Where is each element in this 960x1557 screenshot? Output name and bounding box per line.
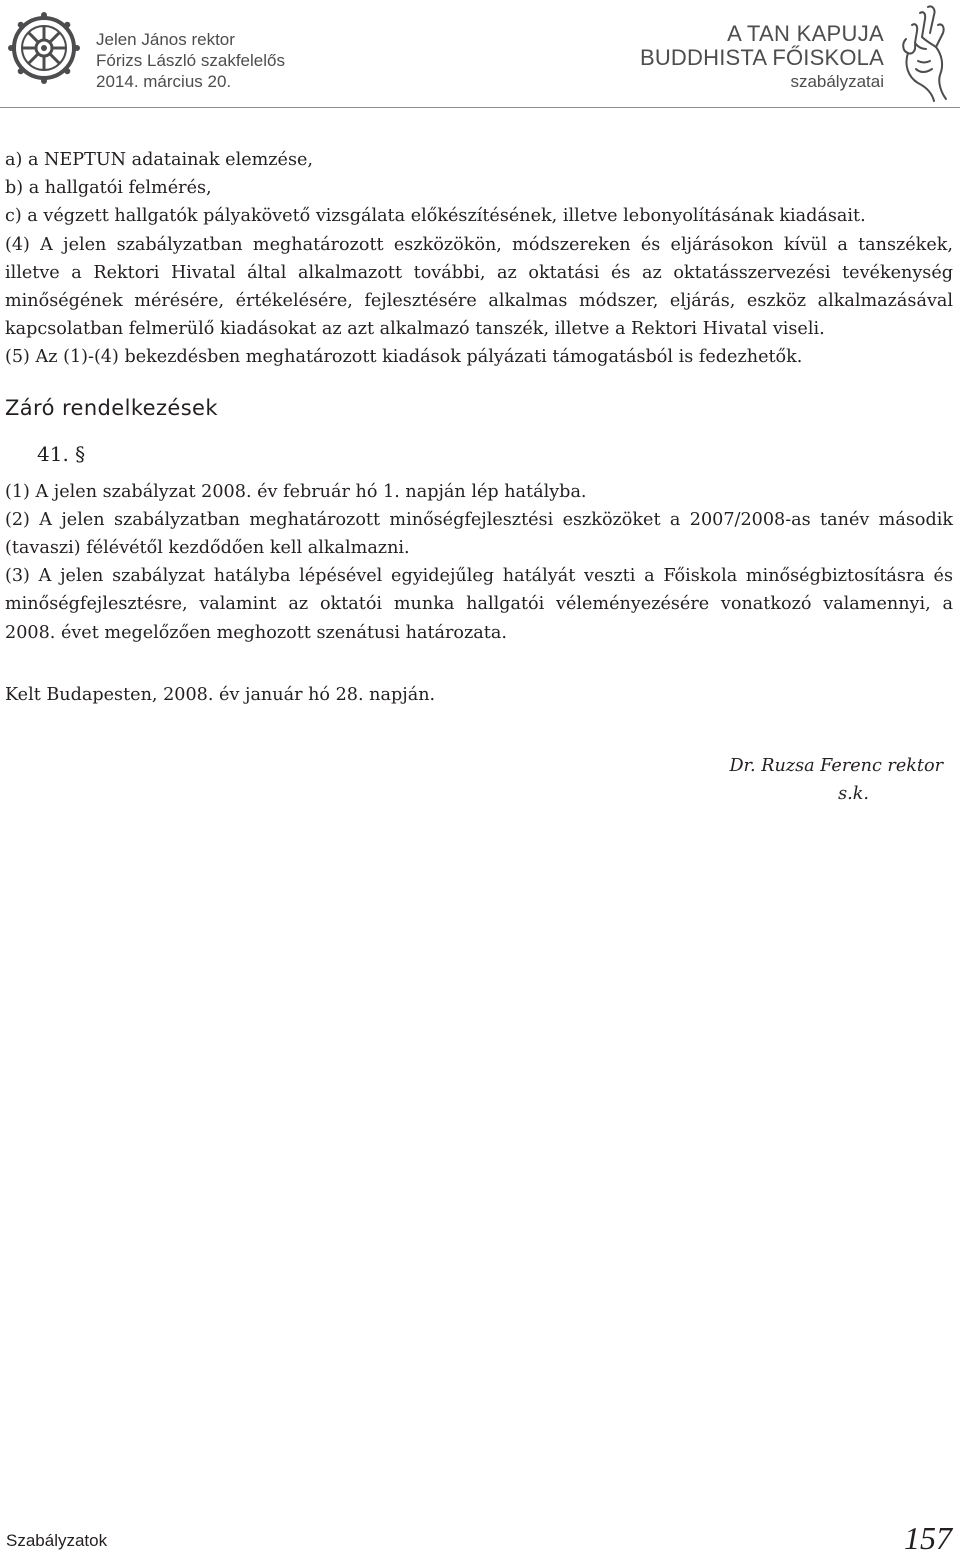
- footer-label: Szabályzatok: [6, 1531, 108, 1550]
- spacer: [5, 647, 953, 681]
- list-item-b: b) a hallgatói felmérés,: [5, 178, 212, 199]
- dharma-wheel-logo: [8, 12, 80, 84]
- page-body: [5, 146, 953, 808]
- final-provision-3: (3) A jelen szabályzat hatályba lépésével egyidejűleg hatályát veszti a Főiskola minőségbiztosításra és minőségfejlesztésre, valamint az oktatói munka hallgatói véleményezésére vonatkozó valamennyi, a 2008. évet megelőzően meghozott szenátusi határozata.: [5, 566, 953, 643]
- paragraph-4: (4) A jelen szabályzatban meghatározott eszközökön, módszereken és eljárásokon kívül a tanszékek, illetve a Rektori Hivatal által alkalmazott további, az oktatási és az oktatásszervezési tevékenység minőségének mérésére, értékelésére, fejlesztésére alkalmas módszer, eljárás, eszköz alkalmazásával kapcsolatban felmerülő kiadásokat az azt alkalmazó tanszék, illetve a Rektori Hivatal viseli.: [5, 234, 953, 340]
- institution-name-line1: A TAN KAPUJA: [727, 21, 884, 46]
- signer-note: s.k.: [838, 784, 869, 805]
- header-authors: [96, 29, 285, 92]
- institution-subtitle: szabályzatai: [790, 72, 884, 91]
- header-responsible: Fórizs László szakfelelős: [96, 51, 285, 70]
- section-number: [37, 440, 953, 468]
- expense-list: [5, 146, 953, 231]
- header-date: 2014. március 20.: [96, 72, 232, 91]
- institution-name-line2: BUDDHISTA FŐISKOLA: [639, 45, 884, 70]
- list-item-c: c) a végzett hallgatók pályakövető vizsgálata előkészítésének, illetve lebonyolításának kiadásait.: [5, 206, 866, 227]
- section-title: Záró rendelkezések: [5, 395, 218, 420]
- paragraph-5: (5) Az (1)-(4) bekezdésben meghatározott kiadások pályázati támogatásból is fedezhetők.: [5, 347, 803, 368]
- page-number: 157: [904, 1520, 952, 1556]
- final-provision-1: (1) A jelen szabályzat 2008. év február hó 1. napján lép hatályba.: [5, 481, 587, 502]
- signer-name: Dr. Ruzsa Ferenc rektor: [729, 756, 943, 777]
- section-number-text: 41. §: [37, 441, 86, 466]
- page-header: [0, 0, 960, 108]
- signature-block: [5, 752, 953, 808]
- list-item-a: a) a NEPTUN adatainak elemzése,: [5, 150, 314, 170]
- header-divider: [0, 107, 960, 108]
- mudra-hand-logo: [888, 3, 956, 103]
- header-institution: [640, 22, 884, 93]
- header-rector: Jelen János rektor: [96, 30, 235, 49]
- final-provision-2: (2) A jelen szabályzatban meghatározott minőségfejlesztési eszközöket a 2007/2008-as tanév második (tavaszi) félévétől kezdődően kell alkalmazni.: [5, 509, 953, 559]
- place-and-date: Kelt Budapesten, 2008. év január hó 28. napján.: [5, 684, 436, 705]
